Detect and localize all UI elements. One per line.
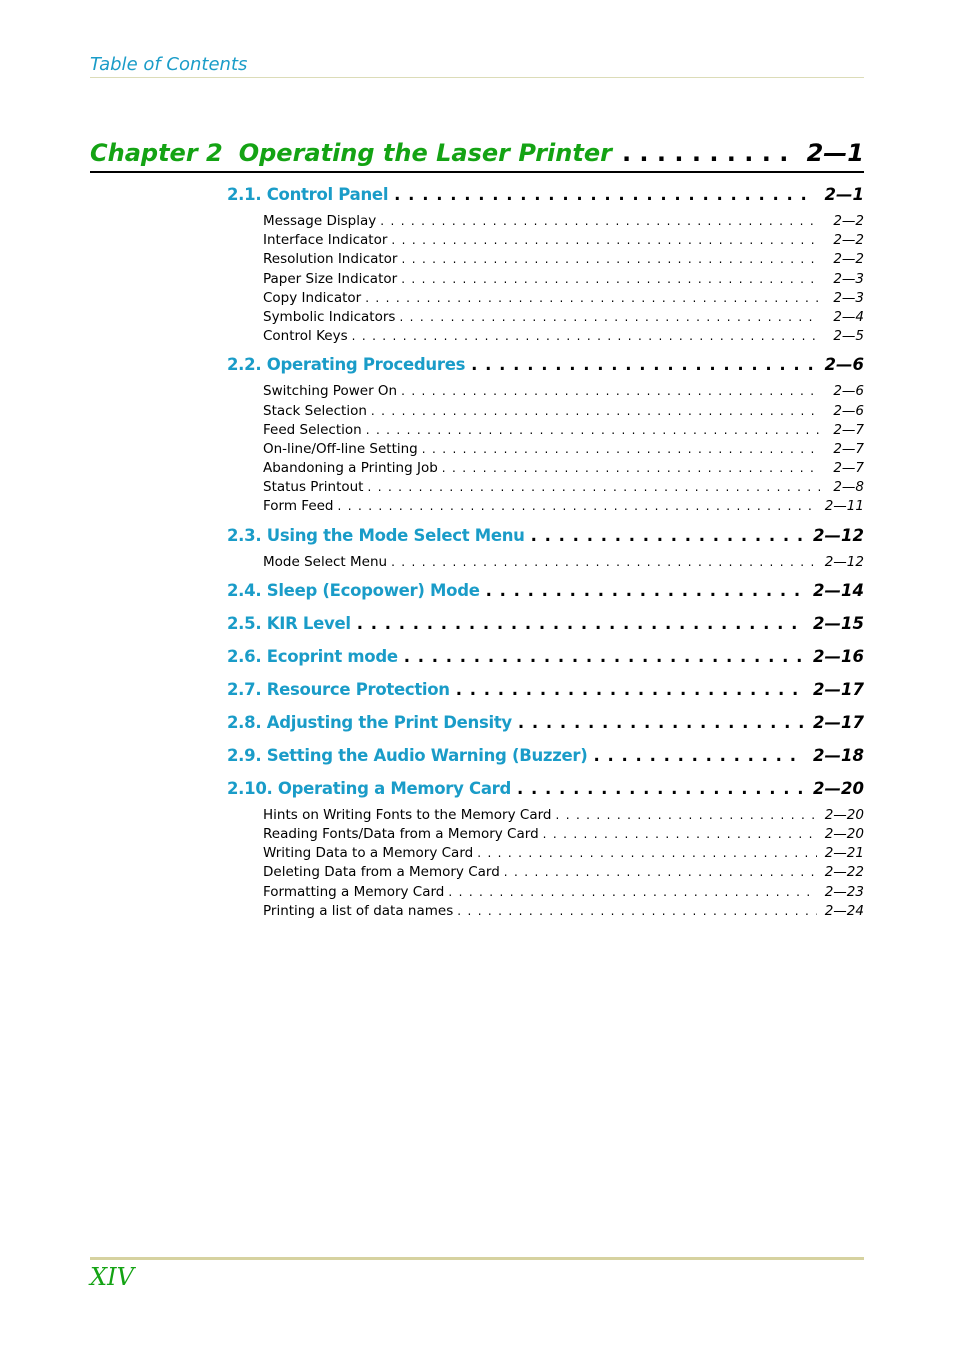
toc-subsection-entry[interactable] <box>263 498 864 517</box>
section-title: 2.5. KIR Level <box>227 613 351 633</box>
chapter-number: Chapter 2 <box>90 139 223 167</box>
toc-subsection-entry[interactable] <box>263 328 864 347</box>
section-title: 2.9. Setting the Audio Warning (Buzzer) <box>227 745 588 765</box>
subsection-page: 2—6 <box>833 402 864 419</box>
subsection-title: Printing a list of data names <box>263 902 454 919</box>
section-page: 2—16 <box>813 646 864 666</box>
toc-section-entry[interactable] <box>227 680 864 704</box>
footer-rule <box>90 1257 864 1260</box>
subsection-title: Control Keys <box>263 328 348 345</box>
toc-subsection-entry[interactable] <box>263 309 864 328</box>
dot-leader <box>391 555 817 569</box>
dot-leader <box>338 499 817 513</box>
toc-section-entry[interactable] <box>227 526 864 550</box>
chapter-page: 2—1 <box>806 139 864 167</box>
spacer <box>227 770 864 779</box>
subsection-title: Form Feed <box>263 498 334 515</box>
header-rule <box>90 77 864 78</box>
toc-subsection-entry[interactable] <box>263 290 864 309</box>
subsection-page: 2—8 <box>833 479 864 496</box>
toc-section-entry[interactable] <box>227 185 864 209</box>
dot-leader <box>352 329 820 343</box>
toc-section-entry[interactable] <box>227 779 864 803</box>
subsection-page: 2—11 <box>824 498 864 515</box>
subsection-title: Switching Power On <box>263 383 398 400</box>
toc-subsection-entry[interactable] <box>263 903 864 922</box>
section-page: 2—12 <box>813 525 864 545</box>
dot-leader <box>448 885 816 899</box>
dot-leader <box>504 865 817 879</box>
subsection-title: Deleting Data from a Memory Card <box>263 864 500 881</box>
dot-leader <box>477 846 817 860</box>
toc-subsection-entry[interactable] <box>263 441 864 460</box>
subsection-page: 2—3 <box>833 289 864 306</box>
dot-leader <box>371 404 820 418</box>
dot-leader <box>394 185 814 204</box>
spacer <box>227 671 864 680</box>
toc-subsection-entry[interactable] <box>263 251 864 270</box>
dot-leader <box>422 442 820 456</box>
toc-subsection-entry[interactable] <box>263 554 864 573</box>
subsection-title: Copy Indicator <box>263 289 362 306</box>
toc-subsection-entry[interactable] <box>263 460 864 479</box>
dot-leader <box>404 647 803 666</box>
dot-leader <box>594 746 804 765</box>
subsection-list <box>263 213 864 347</box>
toc-subsection-entry[interactable] <box>263 422 864 441</box>
toc-subsection-entry[interactable] <box>263 403 864 422</box>
section-page: 2—18 <box>813 745 864 765</box>
dot-leader <box>365 291 820 305</box>
subsection-page: 2—22 <box>824 864 864 881</box>
toc-section-entry[interactable] <box>227 647 864 671</box>
dot-leader <box>456 680 803 699</box>
subsection-list <box>263 554 864 573</box>
subsection-page: 2—2 <box>833 251 864 268</box>
toc-subsection-entry[interactable] <box>263 864 864 883</box>
subsection-list <box>263 383 864 517</box>
subsection-title: Status Printout <box>263 479 364 496</box>
toc-section-entry[interactable] <box>227 746 864 770</box>
toc-subsection-entry[interactable] <box>263 826 864 845</box>
section-page: 2—6 <box>824 355 864 375</box>
section-title: 2.10. Operating a Memory Card <box>227 778 512 798</box>
subsection-title: Interface Indicator <box>263 232 388 249</box>
subsection-page: 2—21 <box>824 845 864 862</box>
section-title: 2.6. Ecoprint mode <box>227 646 398 666</box>
toc-subsection-entry[interactable] <box>263 383 864 402</box>
subsection-page: 2—20 <box>824 806 864 823</box>
page-number: XIV <box>90 1263 134 1291</box>
subsection-page: 2—7 <box>833 460 864 477</box>
subsection-title: On-line/Off-line Setting <box>263 440 418 457</box>
toc-list <box>227 185 864 930</box>
subsection-title: Abandoning a Printing Job <box>263 460 438 477</box>
dot-leader <box>399 310 820 324</box>
spacer <box>227 704 864 713</box>
section-title: 2.8. Adjusting the Print Density <box>227 712 512 732</box>
dot-leader <box>401 384 820 398</box>
toc-section-entry[interactable] <box>227 713 864 737</box>
subsection-title: Resolution Indicator <box>263 251 398 268</box>
toc-subsection-entry[interactable] <box>263 845 864 864</box>
subsection-page: 2—3 <box>833 270 864 287</box>
dot-leader <box>543 827 817 841</box>
section-page: 2—17 <box>813 679 864 699</box>
dot-leader <box>517 779 803 798</box>
dot-leader <box>555 808 816 822</box>
dot-leader <box>391 233 820 247</box>
toc-subsection-entry[interactable] <box>263 213 864 232</box>
spacer <box>227 605 864 614</box>
subsection-list <box>263 807 864 922</box>
dot-leader <box>518 713 803 732</box>
dot-leader <box>402 252 821 266</box>
section-title: 2.4. Sleep (Ecopower) Mode <box>227 580 480 600</box>
section-page: 2—15 <box>813 613 864 633</box>
subsection-page: 2—4 <box>833 308 864 325</box>
subsection-page: 2—24 <box>824 902 864 919</box>
section-page: 2—20 <box>813 778 864 798</box>
dot-leader <box>380 214 820 228</box>
toc-subsection-entry[interactable] <box>263 479 864 498</box>
toc-subsection-entry[interactable] <box>263 884 864 903</box>
section-title: 2.3. Using the Mode Select Menu <box>227 525 525 545</box>
subsection-title: Mode Select Menu <box>263 553 388 570</box>
chapter-heading[interactable] <box>90 135 864 173</box>
subsection-title: Writing Data to a Memory Card <box>263 845 474 862</box>
subsection-page: 2—5 <box>833 328 864 345</box>
dot-leader <box>367 480 820 494</box>
toc-section-entry[interactable] <box>227 355 864 379</box>
subsection-page: 2—2 <box>833 213 864 229</box>
section-title: 2.7. Resource Protection <box>227 679 450 699</box>
subsection-title: Stack Selection <box>263 402 367 419</box>
subsection-page: 2—7 <box>833 440 864 457</box>
subsection-title: Formatting a Memory Card <box>263 883 445 900</box>
toc-section-entry[interactable] <box>227 581 864 605</box>
dot-leader <box>366 423 820 437</box>
running-header: Table of Contents <box>90 54 248 75</box>
dot-leader <box>471 355 814 374</box>
subsection-title: Paper Size Indicator <box>263 270 398 287</box>
dot-leader <box>442 461 820 475</box>
subsection-title: Hints on Writing Fonts to the Memory Card <box>263 806 552 823</box>
spacer <box>227 638 864 647</box>
subsection-page: 2—23 <box>824 883 864 900</box>
subsection-title: Feed Selection <box>263 421 362 438</box>
toc-subsection-entry[interactable] <box>263 807 864 826</box>
subsection-page: 2—2 <box>833 232 864 249</box>
dot-leader <box>457 904 816 918</box>
dot-leader <box>401 272 820 286</box>
toc-section-entry[interactable] <box>227 614 864 638</box>
section-page: 2—17 <box>813 712 864 732</box>
subsection-page: 2—6 <box>833 383 864 400</box>
dot-leader <box>357 614 803 633</box>
dot-leader <box>531 526 803 545</box>
dot-leader <box>622 139 797 167</box>
dot-leader <box>486 581 803 600</box>
subsection-title: Reading Fonts/Data from a Memory Card <box>263 826 539 842</box>
spacer <box>227 737 864 746</box>
section-page: 2—1 <box>824 185 864 204</box>
subsection-page: 2—20 <box>824 826 864 842</box>
subsection-title: Symbolic Indicators <box>263 308 396 325</box>
toc-subsection-entry[interactable] <box>263 271 864 290</box>
section-page: 2—14 <box>813 580 864 600</box>
section-title: 2.2. Operating Procedures <box>227 355 466 375</box>
subsection-title: Message Display <box>263 213 377 229</box>
section-title: 2.1. Control Panel <box>227 185 389 204</box>
subsection-page: 2—12 <box>824 553 864 570</box>
toc-subsection-entry[interactable] <box>263 232 864 251</box>
chapter-title: Operating the Laser Printer <box>238 139 612 167</box>
subsection-page: 2—7 <box>833 421 864 438</box>
